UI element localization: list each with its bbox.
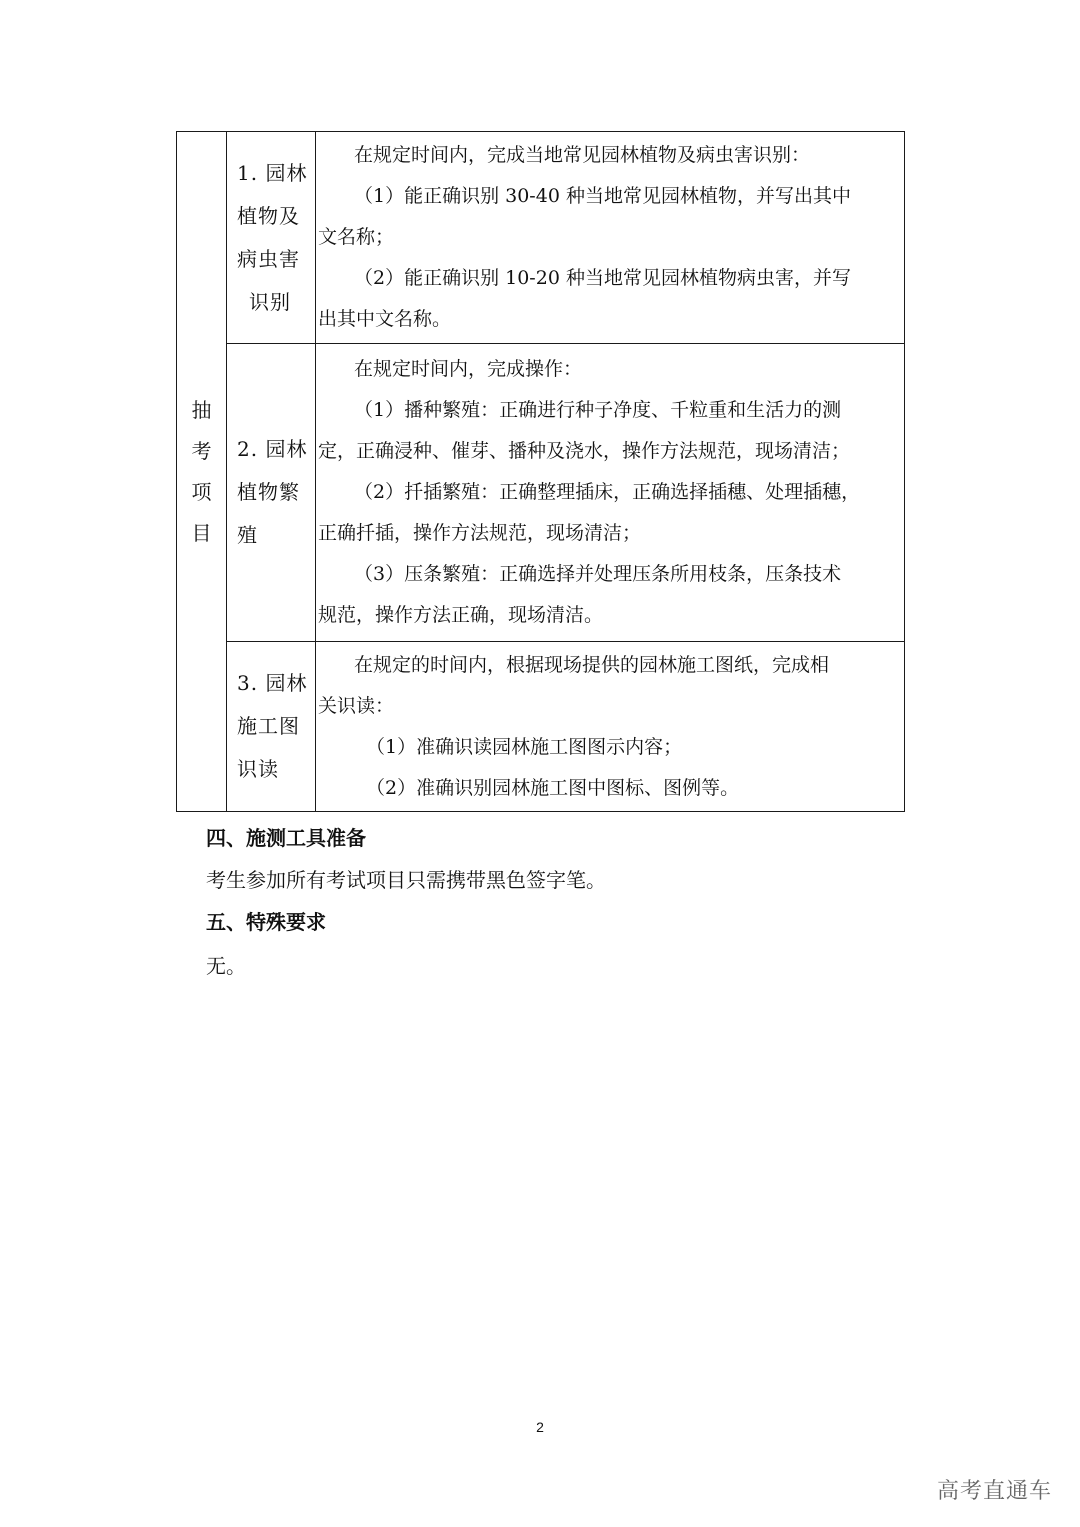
item-name-line: 殖: [237, 523, 258, 547]
section-4-heading: 四、施测工具准备: [206, 826, 366, 850]
table-row: [177, 344, 905, 642]
category-char: 考: [191, 438, 212, 463]
section-5-text: 无。: [206, 954, 246, 978]
item-name-line: 2. 园林: [237, 437, 308, 461]
item-name-cell: [227, 132, 316, 344]
description-line: （2）准确识别园林施工图中图标、图例等。: [366, 776, 740, 799]
item-description-cell: [316, 642, 905, 812]
item-name-line: 3. 园林: [237, 671, 308, 695]
section-4-text: 考生参加所有考试项目只需携带黑色签字笔。: [206, 868, 606, 892]
description-line: 出其中文名称。: [318, 308, 452, 330]
watermark-text: 高考直通车: [936, 1479, 1052, 1504]
item-name-cell: [227, 344, 316, 642]
item-name-line: 识别: [249, 289, 291, 314]
item-name-line: 识读: [237, 757, 279, 781]
section-5-heading: 五、特殊要求: [206, 910, 326, 934]
item-description-cell: [316, 132, 905, 344]
table-row: [177, 132, 905, 344]
table-row: [177, 642, 905, 812]
item-name-line: 1. 园林: [237, 160, 308, 185]
description-line: （1）准确识读园林施工图图示内容；: [366, 735, 683, 758]
category-cell: [177, 132, 227, 812]
item-name-line: 病虫害: [237, 246, 300, 271]
description-line: 正确扦插，操作方法规范，现场清洁；: [318, 522, 642, 544]
description-line: （3）压条繁殖：正确选择并处理压条所用枝条，压条技术: [354, 563, 842, 585]
description-line: 定，正确浸种、催芽、播种及浇水，操作方法规范，现场清洁；: [318, 440, 851, 462]
description-line: （2）扦插繁殖：正确整理插床，正确选择插穗、处理插穗，: [354, 481, 861, 503]
description-line: 在规定时间内，完成操作：: [354, 358, 583, 380]
page-number: 2: [536, 1419, 544, 1435]
description-line: 规范，操作方法正确，现场清洁。: [318, 604, 604, 626]
description-line: 在规定的时间内，根据现场提供的园林施工图纸，完成相: [354, 653, 830, 676]
item-name-line: 施工图: [237, 714, 300, 738]
description-line: 在规定时间内，完成当地常见园林植物及病虫害识别：: [354, 144, 811, 166]
description-line: （2）能正确识别 10-20 种当地常见园林植物病虫害，并写: [354, 267, 851, 289]
category-char: 目: [191, 520, 212, 545]
item-name-cell: [227, 642, 316, 812]
description-line: 关识读：: [318, 694, 395, 717]
description-line: 文名称；: [318, 226, 395, 248]
description-line: （1）能正确识别 30-40 种当地常见园林植物，并写出其中: [354, 185, 851, 207]
item-name-line: 植物繁: [237, 480, 300, 504]
category-char: 抽: [191, 397, 212, 422]
item-name-line: 植物及: [237, 203, 300, 228]
item-description-cell: [316, 344, 905, 642]
exam-items-table: [176, 131, 905, 812]
description-line: （1）播种繁殖：正确进行种子净度、千粒重和生活力的测: [354, 399, 842, 421]
category-char: 项: [191, 479, 212, 504]
